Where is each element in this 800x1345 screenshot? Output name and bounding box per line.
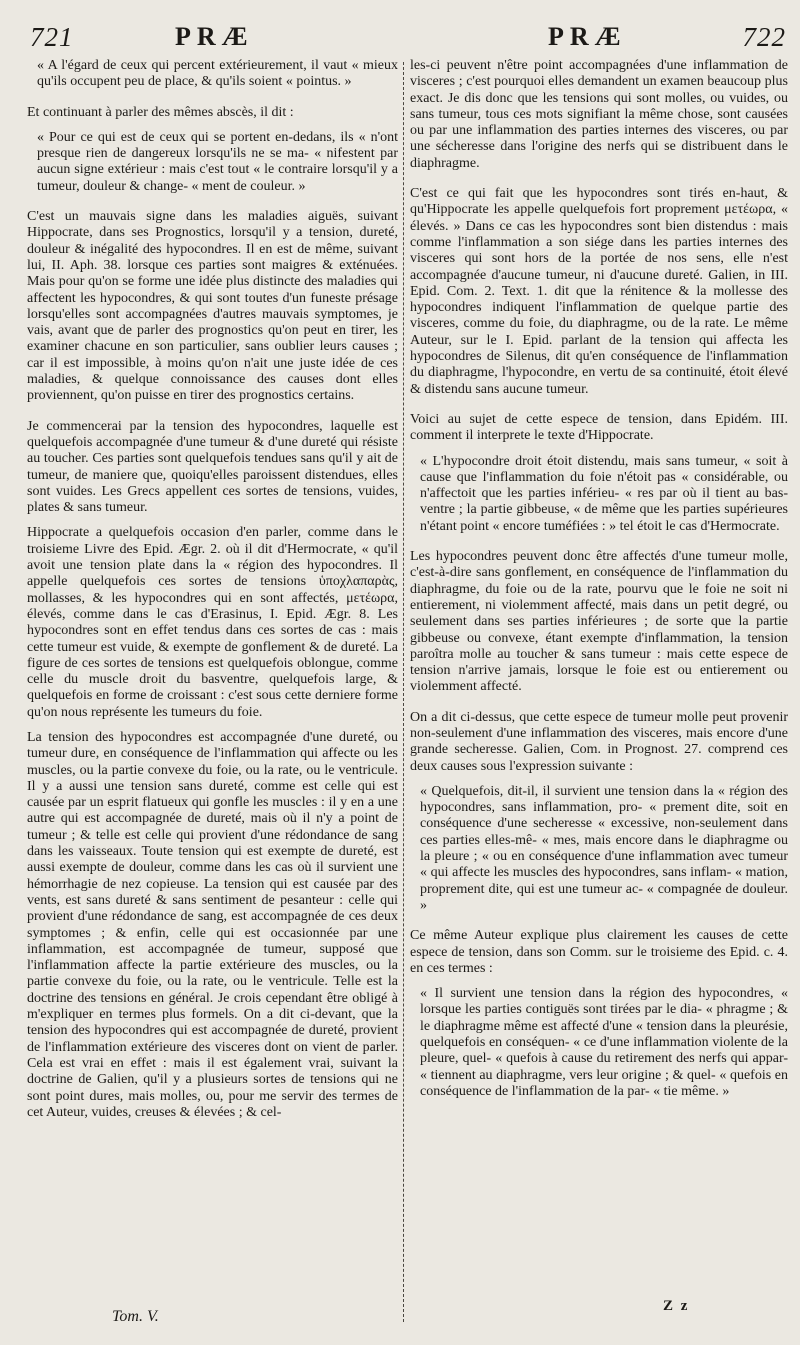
volume-label: Tom. V. <box>112 1308 159 1325</box>
right-running-title: PRÆ <box>548 22 627 51</box>
paragraph: Voici au sujet de cette espece de tension, dans Epidém. III. comment il interprete le texte d'Hippocrate. <box>410 411 788 444</box>
left-text-column <box>27 58 398 1130</box>
left-running-title: PRÆ <box>175 22 254 51</box>
paragraph: « Quelquefois, dit-il, il survient une tension dans la « région des hypocondres, sans inflammation, pro- « prement dite, soit en conséquence d'une secheresse « excessive, non-seulement dans ces parties elles-mê- « mes, mais encore dans le diaphragme ou la pleure ; « ou en conséquence d'une inflammation avec tumeur « qui affecte les muscles des hypocondres, sans inflam- « mation, proprement dite, qui est une tumeur ac- « compagnée de douleur. » <box>420 783 788 913</box>
paragraph: C'est ce qui fait que les hypocondres sont tirés en-haut, & qu'Hippocrate les appelle quelquefois fort proprement μετέωρα, « élevés. » Dans ce cas les hypocondres sont bien distendus : mais comme l'inflammation a son siége dans les parties internes des visceres qui sont hors de la portée de nos sens, elle n'est accompagnée d'aucune tumeur, ni d'aucune dureté. Galien, in III. Epid. Com. 2. Text. 1. dit que la rénitence & la mollesse des hypocondres indiquent l'inflammation de quelque partie des visceres, comme du foie, du diaphragme, ou de la rate. Le même Auteur, sur le I. Epid. parlant de la tension qui affecta les hypocondres de Silenus, dit qu'en conséquence de l'inflammation du diaphragme, l'hypocondre, en vertu de sa continuité, étoit élevé & distendu sans aucune tumeur. <box>410 186 788 397</box>
paragraph: « Il survient une tension dans la région des hypocondres, « lorsque les parties contiguës sont tirées par le dia- « phragme ; & le diaphragme même est affecté d'une « tension dans la pleurésie, quelquefois en conséquen- « ce d'une inflammation violente de la pleure, quel- « quefois à cause du retirement des nerfs qui appar- « tiennent au diaphragme, vers leur origine ; & quel- « quefois en conséquence de l'inflammation de la par- « tie même. » <box>420 986 788 1099</box>
paragraph: « Pour ce qui est de ceux qui se portent en-dedans, ils « n'ont presque rien de dangereux lorsqu'ils ne se ma- « nifestent par aucun signe extérieur : mais c'est tout « le contraire lorsqu'il y a tumeur, douleur & change- « ment de couleur. » <box>37 129 398 194</box>
paragraph: On a dit ci-dessus, que cette espece de tumeur molle peut provenir non-seulement d'une inflammation des visceres, mais encore d'une grande secheresse. Galien, Com. in Prognost. 27. comprend ces deux causes sous l'expression suivante : <box>410 709 788 774</box>
paragraph: les-ci peuvent n'être point accompagnées d'une inflammation de visceres ; c'est pourquoi elles demandent un examen beaucoup plus exact. Je dis donc que les tensions qui sont molles, ou vuides, ou sans tumeur, tous ces mots signifiant la même chose, sont causées ou par une inflammation des parties internes des visceres, ou par une sécheresse dans l'origine des nerfs qui se distribuent dans le diaphragme. <box>410 58 788 171</box>
paragraph: « L'hypocondre droit étoit distendu, mais sans tumeur, « soit à cause que l'inflammation du foie n'étoit pas « considérable, ou n'affectoit que les parties inférieu- « res par où il tient au bas-ventre ; la partie gibbeuse, « de même que les parties supérieures n'étant point « encore tuméfiées : » tel étoit le cas d'Hermocrate. <box>420 453 788 534</box>
paragraph: La tension des hypocondres est accompagnée d'une dureté, ou tumeur dure, en conséquence de l'inflammation qui affecte ou les muscles, ou la partie convexe du foie, ou la rate, ou le ventricule. Il y a aussi une tension sans dureté, comme est celle qui est causée par un esprit flatueux qui gonfle les muscles : il y en a une autre qui est accompagnée de dureté, mais où il n'y a point de tumeur ; & telle est celle qui provient d'une rédondance de sang dans les vaisseaux. Toute tension qui est exempte de dureté, est aussi exempte de douleur, comme dans les cas où il survient une hémorrhagie de nez copieuse. La tension qui est causée par des vents, est sans dureté & sans sentiment de pesanteur : celle qui provient d'une rédondance de sang, est accompagnée de ces deux symptomes ; & enfin, celle qui est occasionnée par une inflammation, est accompagnée de tumeur, supposé que l'inflammation affecte la partie extérieure des muscles, ou la partie convexe du foie, ou la rate, ou le ventricule. Telle est la doctrine des tensions en général. Je crois cependant être obligé à m'expliquer en termes plus formels. On a dit ci-devant, que la tension des hypocondres qui est accompagnée de dureté, provient de l'inflammation extérieure des visceres dont on vient de parler. Cela est vrai en effet : mais il est également vrai, suivant la doctrine de Galien, qu'il y a plusieurs sortes de tensions qui ne sont point dures, mais molles, ou, pour me servir des termes de cet Auteur, vuides, creuses & élevées ; & cel- <box>27 729 398 1120</box>
signature-mark: Z z <box>663 1298 690 1314</box>
paragraph: Et continuant à parler des mêmes abscès, il dit : <box>27 104 294 120</box>
paragraph: Je commencerai par la tension des hypocondres, laquelle est quelquefois accompagnée d'une tumeur & d'une dureté qui résiste au toucher. Ces parties sont quelquefois tendues sans qu'il y ait de tumeur, de maniere que, quoiqu'elles paroissent distendues, elles sont vuides. Les Grecs appellent ces sortes de tensions, vuides, plates & sans tumeur. <box>27 418 398 516</box>
paragraph: Les hypocondres peuvent donc être affectés d'une tumeur molle, c'est-à-dire sans gonflement, en conséquence de l'inflammation du diaphragme, du foie ou de la rate, pourvu que le foie ne soit ni entierement, ni violemment affecté, mais dans un petit degré, ou seulement dans ses parties inférieures ; de sorte que la partie gibbeuse ou convexe, étant exempte d'inflammation, la tension paroîtra molle au toucher & sans tumeur : mais cette espece de tension n'arrive jamais, lorsque le foie est ou entierement ou violemment affecté. <box>410 549 788 695</box>
right-page-number: 722 <box>742 22 786 52</box>
paragraph: Hippocrate a quelquefois occasion d'en parler, comme dans le troisieme Livre des Epid. Ægr. 2. où il dit d'Hermocrate, « qu'il avoit une tension plate dans la « région des hypocondres. Il appelle quelquefois ces sortes de tensions ὑποχλαπαρὰς, mollasses, & les hypocondres qui en sont affectés, μετέωρα, élevés, comme dans le cas d'Erasinus, I. Epid. Ægr. 8. Les hypocondres sont en effet tendus dans ces sortes de cas : mais cette tumeur est vuide, & exempte de gonflement & de dureté. La figure de ces sortes de tensions est quelquefois oblongue, comme celle du muscle droit du basventre, quelquefois large, & quelquefois en forme de croissant : c'est sous cette derniere forme qu'on nous représente les tumeurs du foie. <box>27 525 398 720</box>
left-page-number: 721 <box>30 22 74 52</box>
column-divider <box>403 62 404 1322</box>
paragraph: « A l'égard de ceux qui percent extérieurement, il vaut « mieux qu'ils occupent peu de place, & qu'ils soient « pointus. » <box>37 58 398 90</box>
paragraph: C'est un mauvais signe dans les maladies aiguës, suivant Hippocrate, dans ses Prognostics, lorsqu'il y a tension, dureté, douleur & inégalité des hypocondres. Il en est de même, suivant lui, II. Aph. 38. lorsque ces parties sont maigres & exténuées. Mais pour qu'on se forme une idée plus distincte des maladies qui affectent les hypocondres, & qui sont toutes d'un funeste présage lorsqu'elles sont accompagnées d'autres mauvais symptomes, je vais, avant que de parler des prognostics qu'on peut en tirer, les examiner chacune en son particulier, sans oublier leurs causes ; car il est impossible, à moins qu'on n'ait une juste idée de ces maladies, & quelque connoissance des causes dont elles proviennent, qu'on puisse en tirer des prognostics certains. <box>27 209 398 404</box>
paragraph: Ce même Auteur explique plus clairement les causes de cette espece de tension, dans son Comm. sur le troisieme des Epid. c. 4. en ces termes : <box>410 928 788 976</box>
right-text-column <box>410 58 788 1112</box>
